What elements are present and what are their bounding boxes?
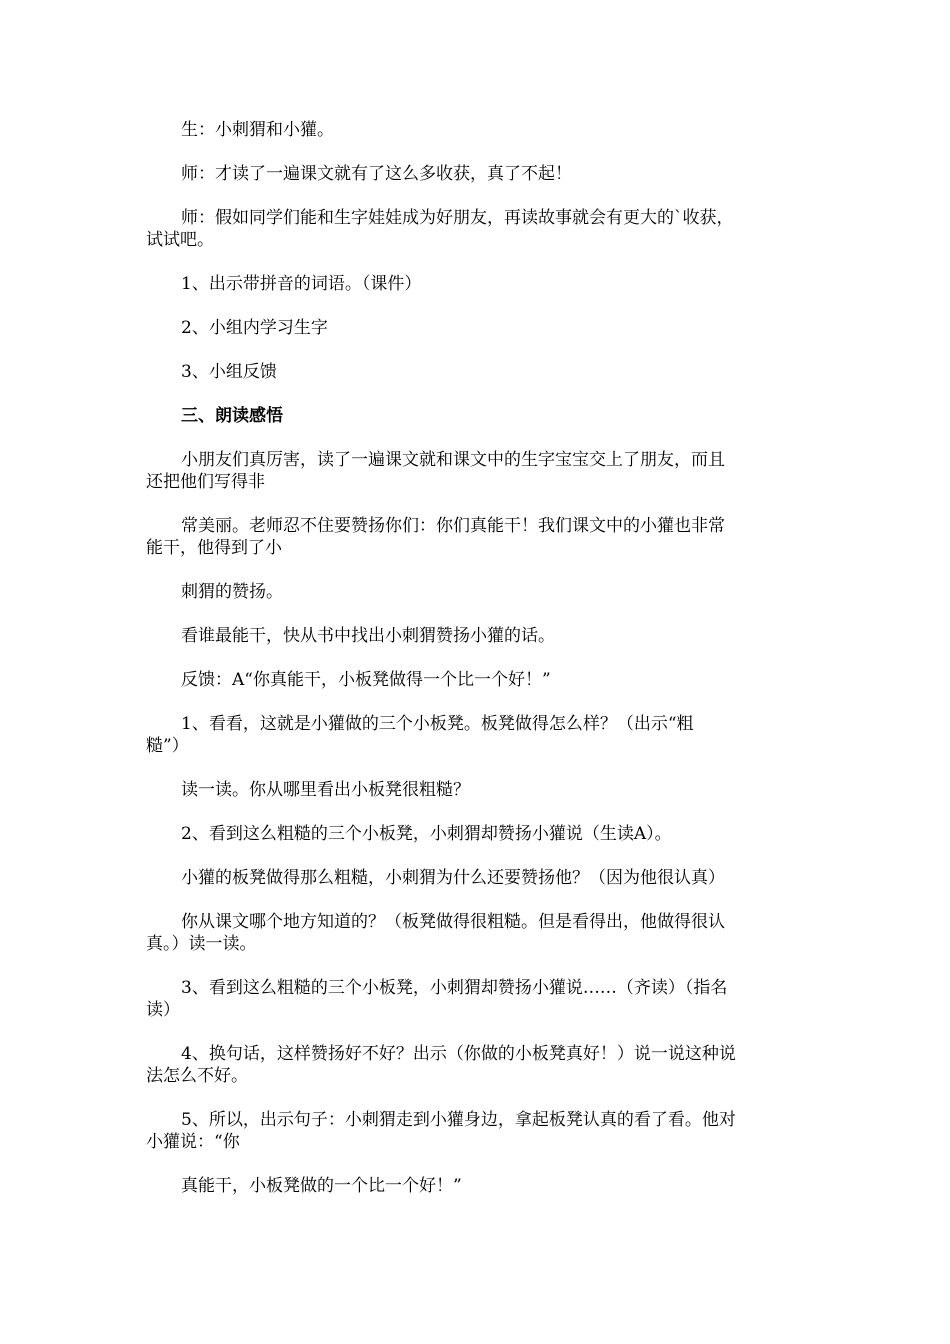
text-line: 2、小组内学习生字 xyxy=(181,318,328,338)
paragraph xyxy=(0,273,421,295)
text-line: 小朋友们真厉害，读了一遍课文就和课文中的生字宝宝交上了朋友，而且 xyxy=(181,450,725,470)
text-line: 师：才读了一遍课文就有了这么多收获，真了不起！ xyxy=(181,164,572,184)
text-line: 生：小刺猬和小獾。 xyxy=(181,120,334,140)
paragraph xyxy=(0,625,555,647)
text-line: 看谁最能干，快从书中找出小刺猬赞扬小獾的话。 xyxy=(181,626,555,646)
section-heading xyxy=(0,405,283,427)
text-line: 常美丽。老师忍不住要赞扬你们：你们真能干！我们课文中的小獾也非常 xyxy=(181,516,725,536)
paragraph xyxy=(0,581,283,603)
text-line: 读） xyxy=(146,1000,180,1020)
paragraph xyxy=(0,779,470,801)
text-line: 糙”） xyxy=(146,736,189,756)
paragraph xyxy=(0,1109,736,1153)
text-line: 5、所以，出示句子：小刺猬走到小獾身边，拿起板凳认真的看了看。他对 xyxy=(181,1110,736,1130)
text-line: 4、换句话，这样赞扬好不好？出示（你做的小板凳真好！）说一说这种说 xyxy=(181,1044,736,1064)
paragraph xyxy=(0,163,572,185)
text-line: 1、看看，这就是小獾做的三个小板凳。板凳做得怎么样？（出示“粗 xyxy=(181,714,694,734)
text-line: 你从课文哪个地方知道的？（板凳做得很粗糙。但是看得出，他做得很认 xyxy=(181,912,725,932)
paragraph xyxy=(0,207,734,251)
text-line: 3、看到这么粗糙的三个小板凳，小刺猬却赞扬小獾说……（齐读）（指名 xyxy=(181,978,728,998)
text-line: 刺猬的赞扬。 xyxy=(181,582,283,602)
text-line: 3、小组反馈 xyxy=(181,362,277,382)
text-line: 师：假如同学们能和生字娃娃成为好朋友，再读故事就会有更大的`收获， xyxy=(181,208,734,228)
paragraph xyxy=(0,867,725,889)
paragraph xyxy=(0,977,727,1021)
text-line: 小獾的板凳做得那么粗糙，小刺猬为什么还要赞扬他？（因为他很认真） xyxy=(181,868,725,888)
paragraph xyxy=(0,911,725,955)
paragraph xyxy=(0,119,334,141)
paragraph xyxy=(0,713,694,757)
text-line: 真。）读一读。 xyxy=(146,934,257,954)
paragraph xyxy=(0,823,672,845)
paragraph xyxy=(0,1175,462,1197)
heading-text: 三、朗读感悟 xyxy=(181,406,283,426)
paragraph xyxy=(0,669,551,691)
text-line: 读一读。你从哪里看出小板凳很粗糙？ xyxy=(181,780,470,800)
text-line: 反馈：A“你真能干，小板凳做得一个比一个好！” xyxy=(181,670,551,690)
paragraph xyxy=(0,449,725,493)
text-line: 小獾说：“你 xyxy=(146,1132,240,1152)
paragraph xyxy=(0,515,725,559)
paragraph xyxy=(0,317,328,339)
text-line: 能干，他得到了小 xyxy=(146,538,282,558)
text-line: 还把他们写得非 xyxy=(146,472,265,492)
text-line: 1、出示带拼音的词语。（课件） xyxy=(181,274,422,294)
paragraph xyxy=(0,1043,736,1087)
text-line: 法怎么不好。 xyxy=(146,1066,248,1086)
paragraph xyxy=(0,361,277,383)
text-line: 试试吧。 xyxy=(146,230,214,250)
text-line: 真能干，小板凳做的一个比一个好！” xyxy=(181,1176,462,1196)
text-line: 2、看到这么粗糙的三个小板凳，小刺猬却赞扬小獾说（生读A）。 xyxy=(181,824,672,844)
